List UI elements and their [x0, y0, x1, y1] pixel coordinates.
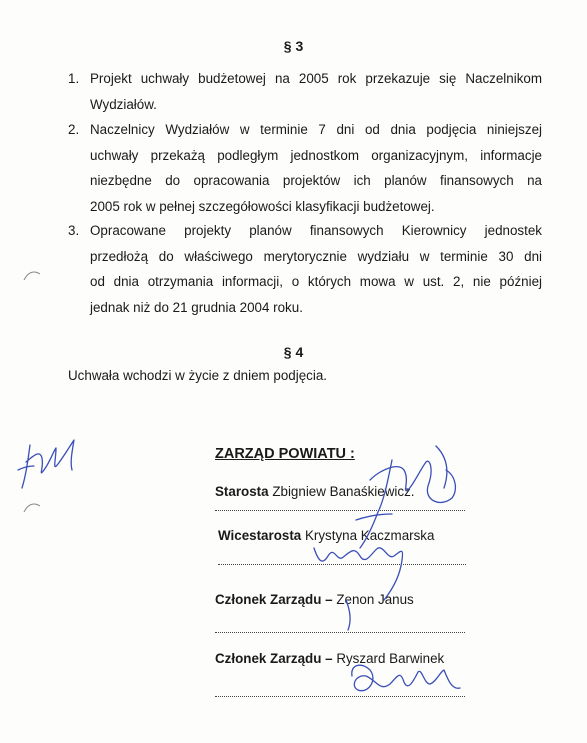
list-item-line: 2005 rok w pełnej szczegółowości klasyfikacji budżetowej. — [90, 198, 435, 214]
list-item-line: przedłożą do właściwego merytorycznie wydziału w terminie 30 dni — [90, 248, 542, 264]
section-4-text: Uchwała wchodzi w życie z dniem podjęcia. — [68, 368, 327, 383]
czlonek-signature — [352, 665, 460, 691]
list-item-line: jednak niż do 21 grudnia 2004 roku. — [90, 299, 303, 315]
member-role: Członek Zarządu – — [215, 592, 333, 607]
member-role: Starosta — [215, 484, 269, 499]
member-name: Zenon Janus — [336, 592, 414, 607]
wicestarosta-signature — [314, 548, 403, 600]
list-item-line: Naczelnicy Wydziałów w terminie 7 dni od dnia podjęcia niniejszej — [90, 122, 542, 137]
list-item-number: 3. — [68, 223, 80, 238]
list-item-number: 2. — [68, 122, 80, 137]
punch-mark — [22, 500, 42, 514]
list-item-line: Wydziałów. — [90, 96, 157, 112]
section-4-heading: § 4 — [283, 344, 304, 360]
list-item-number: 1. — [68, 71, 80, 86]
member-role: Wicestarosta — [218, 528, 302, 543]
list-item-line: niezbędne do opracowania projektów ich planów finansowych na — [90, 173, 542, 188]
section-3-heading: § 3 — [283, 38, 304, 54]
member-role: Członek Zarządu – — [215, 651, 333, 666]
member-name: Krystyna Kaczmarska — [304, 528, 435, 543]
list-item-line: od dnia otrzymania informacji, o których mowa w ust. 2, nie później — [90, 274, 542, 289]
list-item-line: uchwały przekażą podległym jednostkom organizacyjnym, informacje — [90, 147, 542, 163]
board-title: ZARZĄD POWIATU : — [215, 446, 355, 462]
member-name: Ryszard Barwinek — [336, 651, 445, 666]
punch-mark — [22, 268, 42, 282]
list-item-line: Projekt uchwały budżetowej na 2005 rok przekazuje się Naczelnikom — [90, 71, 542, 86]
starosta-signature — [360, 446, 455, 548]
member-name: Zbigniew Banaśkiewicz. — [272, 484, 415, 499]
list-item-line: Opracowane projekty planów finansowych Kierownicy jednostek — [90, 223, 542, 238]
margin-initials-signature — [22, 440, 74, 488]
